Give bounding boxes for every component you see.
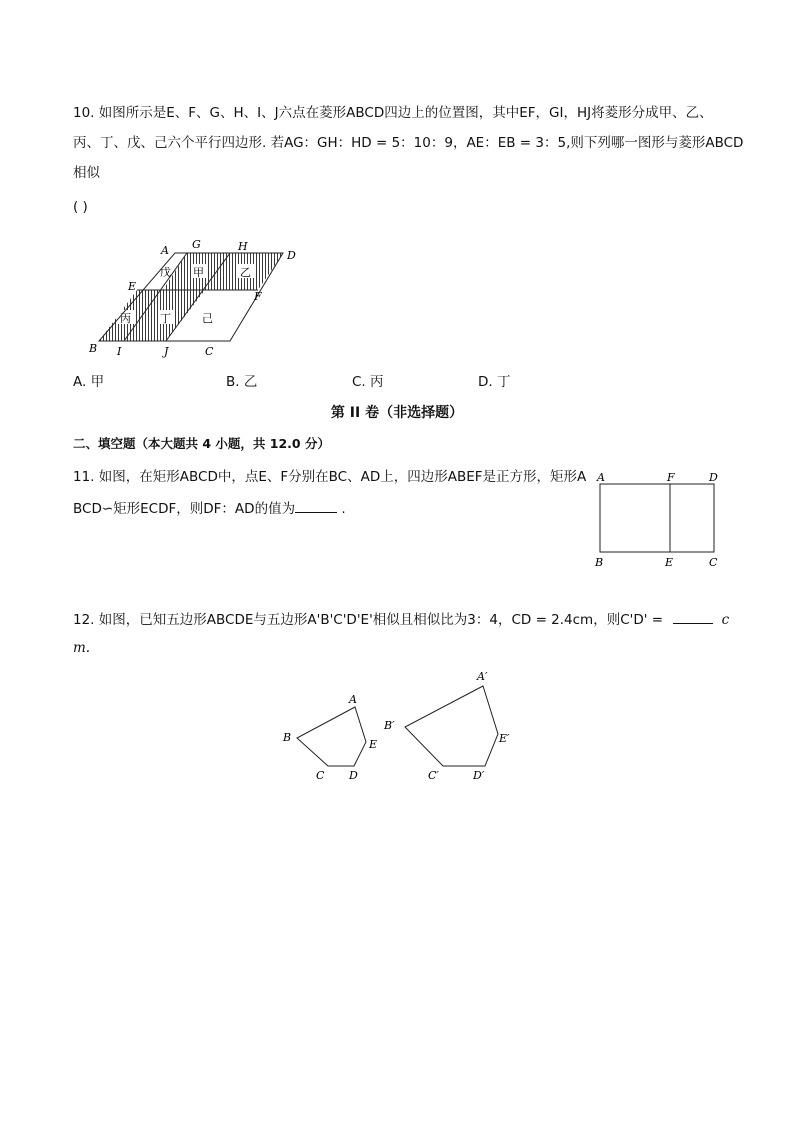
q10-line-2: 丙、丁、戊、己六个平行四边形. 若AG：GH：HD = 5：10：9，AE：EB = 3：5,则下列哪一图形与菱形ABCD xyxy=(73,135,744,151)
label-a-prime: A′ xyxy=(477,670,488,683)
label-e: E xyxy=(369,738,378,751)
q10-rhombus-figure xyxy=(85,235,315,360)
label-d: D xyxy=(287,249,296,262)
region-label-ji: 己 xyxy=(202,312,213,325)
label-a: A xyxy=(349,693,357,706)
q11-line-1: 11. 如图，在矩形ABCD中，点E、F分别在BC、AD上，四边形ABEF是正方形，矩形A xyxy=(73,469,587,485)
label-c: C xyxy=(316,769,325,782)
q12-line-2: m. xyxy=(73,640,91,656)
q11-line-2-text: BCD∽矩形ECDF，则DF：AD的值为 xyxy=(73,501,296,517)
q12-unit-c: c xyxy=(721,612,730,628)
q11-answer-blank xyxy=(295,498,337,513)
label-c: C xyxy=(205,345,214,358)
label-b: B xyxy=(595,556,604,569)
pentagon-a2b2c2d2e2 xyxy=(405,686,498,766)
label-c-prime: C′ xyxy=(428,769,439,782)
label-e: E xyxy=(665,556,674,569)
label-b-prime: B′ xyxy=(384,719,395,732)
region-label-wu: 戊 xyxy=(160,266,171,279)
label-b: B xyxy=(89,342,98,355)
q10-option-a: A. 甲 xyxy=(73,374,105,390)
q12-line-1-text: 12. 如图，已知五边形ABCDE与五边形A'B'C'D'E'相似且相似比为3：4，CD = 2.4cm，则C'D' = xyxy=(73,612,664,628)
q10-line-1: 10. 如图所示是E、F、G、H、I、J六点在菱形ABCD四边上的位置图，其中EF，GI，HJ将菱形分成甲、乙、 xyxy=(73,105,713,121)
region-label-ding: 丁 xyxy=(160,312,171,325)
label-h: H xyxy=(238,240,248,253)
label-f: F xyxy=(667,471,675,484)
q11-line-2 xyxy=(73,498,346,518)
label-e: E xyxy=(128,280,137,293)
q11-line-2-end: . xyxy=(337,501,346,517)
rect-abcd xyxy=(600,484,714,552)
part-two-heading: 二、填空题（本大题共 4 小题，共 12.0 分） xyxy=(73,436,330,451)
label-b: B xyxy=(283,731,292,744)
label-c: C xyxy=(709,556,718,569)
q10-option-d: D. 丁 xyxy=(478,374,511,390)
label-g: G xyxy=(192,238,201,251)
pentagon-abcde xyxy=(297,707,366,766)
region-label-yi: 乙 xyxy=(240,266,251,279)
q12-line-1 xyxy=(73,609,729,629)
region-label-bing: 丙 xyxy=(120,312,131,325)
label-f: F xyxy=(254,290,262,303)
label-d: D xyxy=(709,471,718,484)
q12-pentagon-figure xyxy=(275,662,535,787)
q11-rectangle-figure xyxy=(590,466,730,574)
q10-option-b: B. 乙 xyxy=(226,374,258,390)
q12-answer-blank xyxy=(673,609,713,624)
q10-option-c: C. 丙 xyxy=(352,374,384,390)
label-a: A xyxy=(597,471,605,484)
label-d: D xyxy=(349,769,358,782)
region-label-jia: 甲 xyxy=(193,266,204,279)
label-d-prime: D′ xyxy=(473,769,485,782)
label-e-prime: E′ xyxy=(499,732,510,745)
label-i: I xyxy=(117,345,122,358)
q10-line-3: 相似 xyxy=(73,165,100,181)
q10-answer-bracket: ( ) xyxy=(73,199,88,215)
section-title: 第 II 卷（非选择题） xyxy=(330,405,464,421)
label-a: A xyxy=(161,244,169,257)
label-j: J xyxy=(164,345,169,358)
